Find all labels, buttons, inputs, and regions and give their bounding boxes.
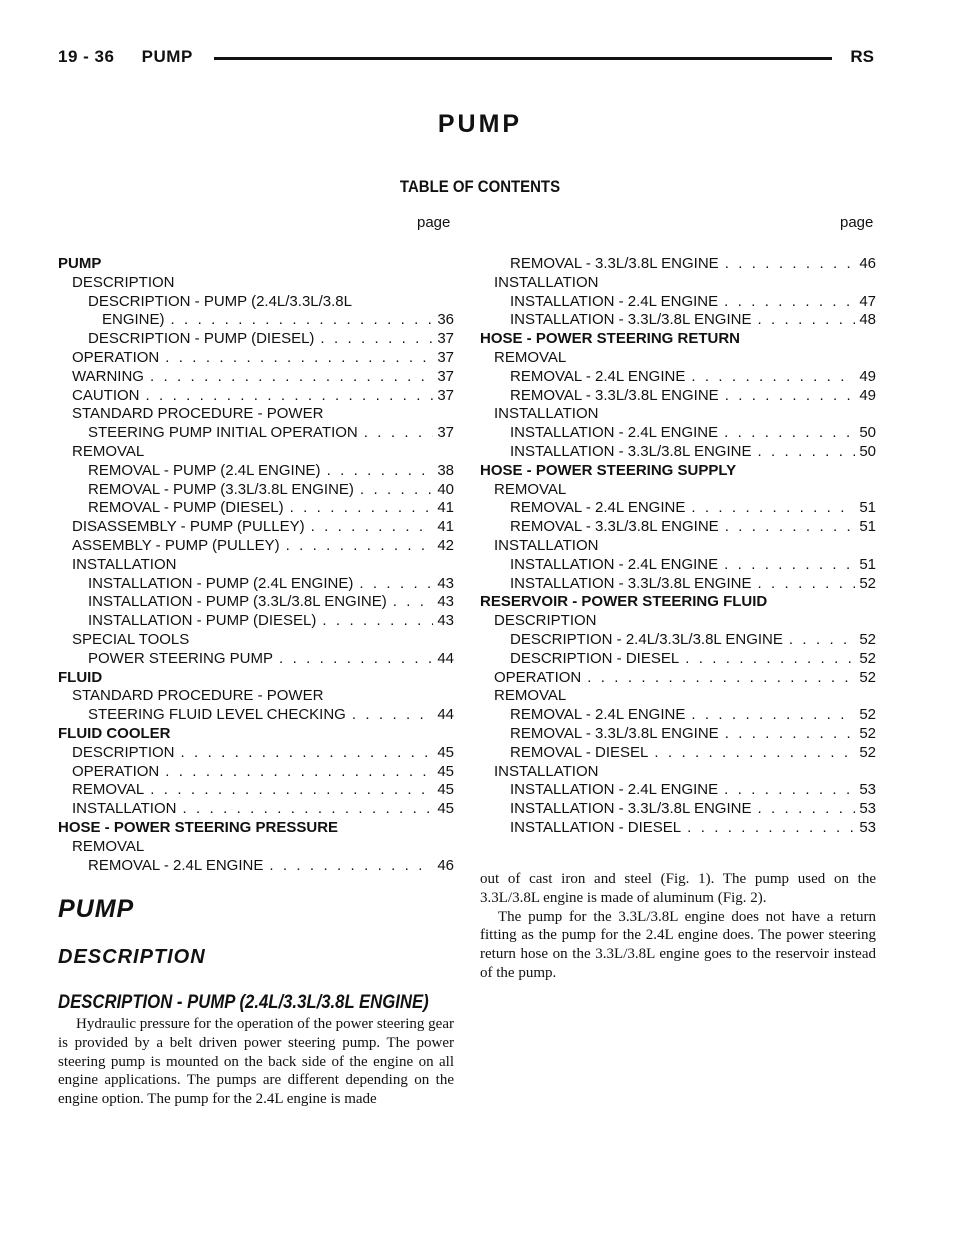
toc-entry <box>58 744 454 763</box>
toc-entry <box>58 669 454 688</box>
toc-dot-leader <box>171 311 434 330</box>
toc-entry-title: INSTALLATION - 2.4L ENGINE <box>510 292 719 310</box>
toc-entry-title: INSTALLATION <box>494 536 599 554</box>
toc-dot-leader <box>654 744 855 763</box>
toc-dot-leader <box>724 781 855 800</box>
toc-dot-leader <box>587 669 855 688</box>
toc-entry <box>480 274 876 293</box>
toc-entry-title: INSTALLATION - PUMP (DIESEL) <box>88 612 317 630</box>
toc-dot-leader <box>269 857 433 876</box>
toc-entry-title: REMOVAL <box>72 781 145 799</box>
toc-entry-title: DISASSEMBLY - PUMP (PULLEY) <box>72 518 305 536</box>
toc-entry-title: DESCRIPTION - DIESEL <box>510 649 680 667</box>
toc-dot-leader <box>757 800 855 819</box>
toc-dot-leader <box>327 462 434 481</box>
toc-entry-page: 51 <box>859 499 876 517</box>
toc-entry <box>480 481 876 500</box>
toc-entry-page: 53 <box>859 781 876 799</box>
page-title: PUMP <box>437 110 523 138</box>
toc-entry-title: REMOVAL - 2.4L ENGINE <box>510 367 686 385</box>
toc-entry-title: REMOVAL <box>72 837 145 855</box>
toc-entry <box>58 556 454 575</box>
toc-entry <box>480 462 876 481</box>
toc-entry-title: INSTALLATION - 3.3L/3.8L ENGINE <box>510 311 752 329</box>
toc-entry <box>58 499 454 518</box>
toc-entry-title: REMOVAL - 3.3L/3.8L ENGINE <box>510 518 719 536</box>
toc-entry-page: 37 <box>437 424 454 442</box>
toc-entry-title: DESCRIPTION <box>494 612 597 630</box>
toc-entry-title: REMOVAL - 3.3L/3.8L ENGINE <box>510 386 719 404</box>
toc-dot-leader <box>687 819 855 838</box>
toc-entry-title: INSTALLATION <box>72 800 177 818</box>
toc-entry-page: 48 <box>859 311 876 329</box>
toc-dot-leader <box>359 575 433 594</box>
toc-dot-leader <box>146 387 434 406</box>
toc-entry-page: 50 <box>859 424 876 442</box>
toc-dot-leader <box>364 424 434 443</box>
toc-entry-title: INSTALLATION <box>494 405 599 423</box>
header-page-number: 19 - 36 <box>58 47 115 66</box>
toc-entry <box>58 838 454 857</box>
toc-entry <box>480 725 876 744</box>
toc-entry <box>480 255 876 274</box>
toc-dot-leader <box>725 387 856 406</box>
toc-entry <box>58 800 454 819</box>
toc-entry-title: HOSE - POWER STEERING SUPPLY <box>480 461 737 479</box>
toc-entry <box>58 687 454 706</box>
toc-dot-leader <box>724 424 855 443</box>
toc-entry-page: 43 <box>437 612 454 630</box>
toc-entry-page: 44 <box>437 649 454 667</box>
subsection-heading: DESCRIPTION <box>58 946 206 968</box>
toc-entry <box>480 368 876 387</box>
toc-dot-leader <box>322 612 433 631</box>
toc-entry-page: 53 <box>859 818 876 836</box>
toc-page-label-left: page <box>417 214 451 231</box>
toc-entry-page: 37 <box>437 386 454 404</box>
toc-dot-leader <box>181 744 434 763</box>
toc-entry <box>480 405 876 424</box>
toc-entry <box>480 669 876 688</box>
toc-entry-title: REMOVAL - PUMP (2.4L ENGINE) <box>88 461 321 479</box>
toc-entry-title: POWER STEERING PUMP <box>88 649 274 667</box>
toc-entry <box>480 537 876 556</box>
toc-entry-title: REMOVAL - PUMP (DIESEL) <box>88 499 284 517</box>
toc-entry <box>480 575 876 594</box>
toc-dot-leader <box>165 349 433 368</box>
toc-entry <box>480 763 876 782</box>
toc-entry <box>480 311 876 330</box>
toc-entry-page: 38 <box>437 461 454 479</box>
toc-entry <box>58 781 454 800</box>
toc-entry-title: OPERATION <box>72 348 160 366</box>
toc-entry-title: FLUID COOLER <box>58 724 171 742</box>
toc-entry-page: 47 <box>859 292 876 310</box>
toc-entry <box>480 687 876 706</box>
toc-entry-page: 44 <box>437 706 454 724</box>
toc-entry-page: 52 <box>859 574 876 592</box>
toc-entry <box>58 387 454 406</box>
toc-dot-leader <box>757 443 855 462</box>
toc-entry-page: 36 <box>437 311 454 329</box>
toc-entry <box>480 443 876 462</box>
toc-entry-title: DESCRIPTION - PUMP (DIESEL) <box>88 330 315 348</box>
toc-entry-title: WARNING <box>72 367 144 385</box>
toc-entry-title: REMOVAL <box>72 442 145 460</box>
toc-entry <box>58 462 454 481</box>
toc-entry-title: STANDARD PROCEDURE - POWER <box>72 687 324 705</box>
header-left <box>58 47 193 67</box>
toc-entry-page: 45 <box>437 781 454 799</box>
toc-entry-title: INSTALLATION <box>494 762 599 780</box>
toc-entry-page: 45 <box>437 800 454 818</box>
toc-entry-title: DESCRIPTION - 2.4L/3.3L/3.8L ENGINE <box>510 630 783 648</box>
toc-entry-title: SPECIAL TOOLS <box>72 630 190 648</box>
toc-entry <box>58 311 454 330</box>
body-paragraph-1: Hydraulic pressure for the operation of the power steering gear is provided by a belt driven power steering pump. The power steering pump is mounted on the back side of the engine on all engine applications. The pumps are different depending on the engine option. The pump for the 2.4L engine is made <box>58 1016 454 1108</box>
toc-dot-leader <box>757 311 855 330</box>
toc-entry-title: INSTALLATION - 2.4L ENGINE <box>510 424 719 442</box>
toc-entry-page: 37 <box>437 367 454 385</box>
toc-entry-title: REMOVAL - 3.3L/3.8L ENGINE <box>510 724 719 742</box>
toc-entry-title: REMOVAL - PUMP (3.3L/3.8L ENGINE) <box>88 480 354 498</box>
toc-entry <box>58 349 454 368</box>
toc-dot-leader <box>290 499 434 518</box>
header-section: PUMP <box>141 47 193 66</box>
toc-dot-leader <box>165 763 433 782</box>
toc-left-column <box>58 255 454 875</box>
toc-entry <box>58 424 454 443</box>
toc-entry <box>58 255 454 274</box>
toc-entry-page: 41 <box>437 499 454 517</box>
toc-entry-title: REMOVAL - DIESEL <box>510 743 649 761</box>
toc-entry-page: 45 <box>437 743 454 761</box>
toc-entry-title: DESCRIPTION - PUMP (2.4L/3.3L/3.8L <box>88 292 352 310</box>
toc-entry <box>58 593 454 612</box>
toc-entry <box>480 612 876 631</box>
toc-entry <box>480 744 876 763</box>
toc-entry-title: INSTALLATION - 2.4L ENGINE <box>510 781 719 799</box>
toc-entry-page: 37 <box>437 330 454 348</box>
toc-entry-title: INSTALLATION - DIESEL <box>510 818 682 836</box>
body-right-column <box>480 870 876 983</box>
toc-dot-leader <box>724 556 855 575</box>
toc-entry-title: REMOVAL <box>494 480 567 498</box>
toc-entry-page: 40 <box>437 480 454 498</box>
toc-entry-title: REMOVAL - 2.4L ENGINE <box>510 499 686 517</box>
section-heading: PUMP <box>58 895 135 923</box>
toc-entry <box>58 330 454 349</box>
toc-entry-page: 45 <box>437 762 454 780</box>
toc-entry <box>480 518 876 537</box>
toc-entry-page: 52 <box>859 743 876 761</box>
toc-entry-page: 43 <box>437 593 454 611</box>
toc-entry-title: REMOVAL - 2.4L ENGINE <box>510 706 686 724</box>
toc-entry <box>480 424 876 443</box>
toc-dot-leader <box>182 800 433 819</box>
toc-dot-leader <box>691 368 855 387</box>
toc-entry-title: DESCRIPTION <box>72 743 175 761</box>
toc-entry-title: PUMP <box>58 255 102 272</box>
toc-entry-page: 41 <box>437 518 454 536</box>
toc-dot-leader <box>320 330 433 349</box>
toc-entry-page: 51 <box>859 555 876 573</box>
toc-entry-page: 46 <box>859 255 876 272</box>
toc-entry <box>58 481 454 500</box>
toc-entry-page: 46 <box>437 856 454 874</box>
toc-entry-title: INSTALLATION - PUMP (2.4L ENGINE) <box>88 574 354 592</box>
toc-entry <box>58 763 454 782</box>
toc-entry <box>58 443 454 462</box>
topic-heading: DESCRIPTION - PUMP (2.4L/3.3L/3.8L ENGINE) <box>58 992 429 1013</box>
toc-entry-page: 52 <box>859 649 876 667</box>
toc-dot-leader <box>724 293 855 312</box>
toc-dot-leader <box>757 575 855 594</box>
toc-dot-leader <box>150 368 433 387</box>
toc-entry-title: REMOVAL <box>494 687 567 705</box>
toc-entry-page: 52 <box>859 724 876 742</box>
toc-dot-leader <box>725 725 856 744</box>
toc-entry <box>480 330 876 349</box>
toc-entry-title: INSTALLATION - 3.3L/3.8L ENGINE <box>510 442 752 460</box>
toc-dot-leader <box>691 706 855 725</box>
toc-entry <box>58 650 454 669</box>
toc-entry-page: 42 <box>437 536 454 554</box>
toc-entry-page: 52 <box>859 668 876 686</box>
toc-dot-leader <box>286 537 434 556</box>
toc-dot-leader <box>279 650 433 669</box>
toc-entry <box>480 556 876 575</box>
toc-entry-title: HOSE - POWER STEERING RETURN <box>480 330 741 348</box>
toc-entry <box>480 499 876 518</box>
toc-entry-title: FLUID <box>58 668 103 686</box>
toc-entry-page: 50 <box>859 442 876 460</box>
toc-entry <box>58 293 454 312</box>
toc-entry <box>480 293 876 312</box>
toc-dot-leader <box>311 518 434 537</box>
toc-dot-leader <box>393 593 434 612</box>
header-code: RS <box>850 47 874 66</box>
toc-dot-leader <box>150 781 433 800</box>
toc-entry-title: STANDARD PROCEDURE - POWER <box>72 405 324 423</box>
toc-entry <box>58 405 454 424</box>
toc-entry-page: 52 <box>859 706 876 724</box>
toc-entry-title: ENGINE) <box>102 311 165 329</box>
toc-entry <box>58 631 454 650</box>
toc-entry <box>58 612 454 631</box>
toc-dot-leader <box>360 481 433 500</box>
toc-entry-page: 49 <box>859 367 876 385</box>
toc-right-column <box>480 255 876 838</box>
body-paragraph-2: out of cast iron and steel (Fig. 1). The pump used on the 3.3L/3.8L engine is made of aluminum (Fig. 2). <box>480 871 876 906</box>
toc-entry <box>480 650 876 669</box>
toc-entry-title: INSTALLATION - 2.4L ENGINE <box>510 555 719 573</box>
toc-dot-leader <box>725 518 856 537</box>
toc-entry <box>480 593 876 612</box>
toc-entry <box>480 631 876 650</box>
toc-entry-title: INSTALLATION <box>72 555 177 573</box>
toc-entry <box>480 706 876 725</box>
toc-title: TABLE OF CONTENTS <box>399 177 561 196</box>
toc-entry-title: INSTALLATION - 3.3L/3.8L ENGINE <box>510 800 752 818</box>
toc-entry-page: 53 <box>859 800 876 818</box>
toc-entry-title: DESCRIPTION <box>72 273 175 291</box>
toc-entry <box>58 368 454 387</box>
toc-entry <box>58 575 454 594</box>
toc-page-label-right: page <box>840 214 874 231</box>
toc-entry-title: INSTALLATION - 3.3L/3.8L ENGINE <box>510 574 752 592</box>
toc-dot-leader <box>725 255 856 274</box>
toc-dot-leader <box>789 631 855 650</box>
toc-entry-title: OPERATION <box>72 762 160 780</box>
toc-entry <box>480 819 876 838</box>
toc-entry-page: 49 <box>859 386 876 404</box>
toc-entry-page: 52 <box>859 630 876 648</box>
toc-entry-page: 43 <box>437 574 454 592</box>
toc-entry <box>58 537 454 556</box>
toc-entry-title: REMOVAL - 3.3L/3.8L ENGINE <box>510 255 719 272</box>
toc-entry <box>58 274 454 293</box>
toc-entry <box>480 800 876 819</box>
toc-entry-title: CAUTION <box>72 386 140 404</box>
toc-entry-title: REMOVAL - 2.4L ENGINE <box>88 856 264 874</box>
toc-entry <box>480 349 876 368</box>
body-paragraph-3: The pump for the 3.3L/3.8L engine does not have a return fitting as the pump for the 2.4L engine does. The power steering return hose on the 3.3L/3.8L engine goes to the reservoir instead of the pump. <box>480 908 876 981</box>
toc-entry-title: HOSE - POWER STEERING PRESSURE <box>58 818 339 836</box>
toc-entry-title: INSTALLATION - PUMP (3.3L/3.8L ENGINE) <box>88 593 387 611</box>
toc-entry-title: INSTALLATION <box>494 273 599 291</box>
toc-entry-title: STEERING FLUID LEVEL CHECKING <box>88 706 346 724</box>
toc-entry <box>58 725 454 744</box>
toc-entry <box>58 857 454 876</box>
toc-entry-page: 51 <box>859 518 876 536</box>
toc-entry-title: REMOVAL <box>494 348 567 366</box>
toc-dot-leader <box>691 499 855 518</box>
header-rule <box>214 57 832 60</box>
toc-entry-page: 37 <box>437 348 454 366</box>
toc-entry <box>480 387 876 406</box>
toc-entry <box>58 706 454 725</box>
toc-dot-leader <box>352 706 433 725</box>
toc-entry <box>480 781 876 800</box>
body-left-column <box>58 895 454 1109</box>
toc-dot-leader <box>685 650 855 669</box>
toc-entry-title: ASSEMBLY - PUMP (PULLEY) <box>72 536 280 554</box>
toc-entry-title: STEERING PUMP INITIAL OPERATION <box>88 424 358 442</box>
toc-entry-title: OPERATION <box>494 668 582 686</box>
toc-entry <box>58 518 454 537</box>
page-header <box>58 42 874 72</box>
toc-entry <box>58 819 454 838</box>
toc-entry-title: RESERVOIR - POWER STEERING FLUID <box>480 593 768 611</box>
